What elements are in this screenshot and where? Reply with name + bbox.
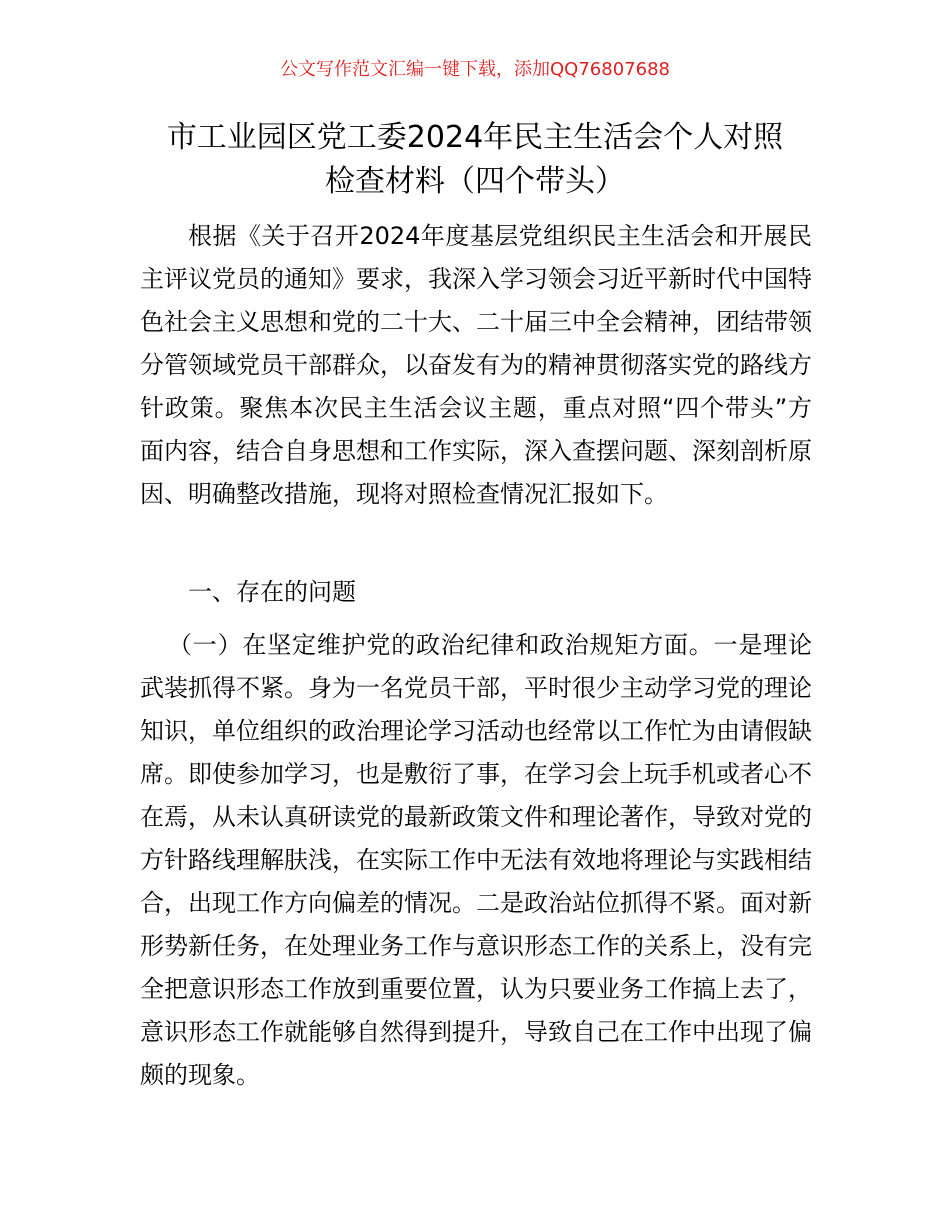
section-heading: 一、存在的问题 xyxy=(188,578,356,606)
download-banner: 公文写作范文汇编一键下载，添加QQ76807688 xyxy=(280,59,670,80)
section-paragraph: （一）在坚定维护党的政治纪律和政治规矩方面。一是理论武装抓得不紧。身为一名党员干部，平时很少主动学习党的理论知识，单位组织的政治理论学习活动也经常以工作忙为由请假缺席。即使参加学习，也是敷衍了事，在学习会上玩手机或者心不在焉，从未认真研读党的最新政策文件和理论著作，导致对党的方针路线理解肤浅，在实际工作中无法有效地将理论与实践相结合，出现工作方向偏差的情况。二是政治站位抓得不紧。面对新形势新任务，在处理业务工作与意识形态工作的关系上，没有完全把意识形态工作放到重要位置，认为只要业务工作搞上去了，意识形态工作就能够自然得到提升，导致自己在工作中出现了偏颇的现象。 xyxy=(140,631,812,1089)
title-line-1: 市工业园区党工委2024年民主生活会个人对照 xyxy=(166,120,784,155)
document-title xyxy=(120,116,830,204)
title-line-2: 检查材料（四个带头） xyxy=(325,164,625,199)
intro-paragraph: 根据《关于召开2024年度基层党组织民主生活会和开展民主评议党员的通知》要求，我深入学习领会习近平新时代中国特色社会主义思想和党的二十大、二十届三中全会精神，团结带领分管领域党员干部群众，以奋发有为的精神贯彻落实党的路线方针政策。聚焦本次民主生活会议主题，重点对照“四个带头”方面内容，结合自身思想和工作实际，深入查摆问题、深刻剖析原因、明确整改措施，现将对照检查情况汇报如下。 xyxy=(140,222,812,508)
